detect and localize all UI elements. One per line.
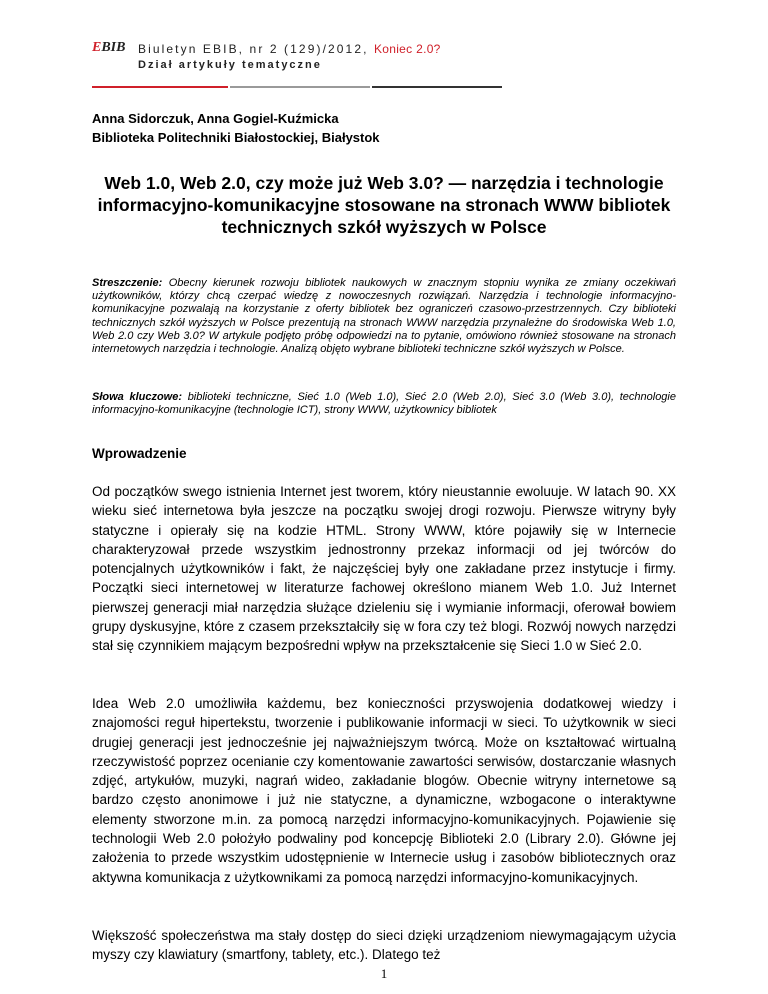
author-affiliation: Biblioteka Politechniki Białostockiej, Białystok <box>92 130 380 145</box>
section-heading: Wprowadzenie <box>92 446 187 461</box>
issue-title: Koniec 2.0? <box>373 42 441 56</box>
abstract <box>92 277 676 356</box>
journal-line <box>138 42 441 56</box>
paragraph: Idea Web 2.0 umożliwiła każdemu, bez konieczności przyswojenia dodatkowej wiedzy i znajomości reguł hipertekstu, tworzenie i publikowanie informacji w sieci. To użytkownik w sieci drugiej generacji jest jednocześnie jej najważniejszym twórcą. Może on kształtować wirtualną rzeczywistość poprzez ocenianie czy komentowanie zawartości serwisów, dostarczanie własnych zdjęć, artykułów, muzyki, nagrań wideo, zakładanie blogów. Obecnie witryny internetowe są bardzo często anonimowe i już nie statyczne, a dynamiczne, wzbogacone o interaktywne elementy stworzone m.in. za pomocą narzędzi informacyjno-komunikacyjnych. Pojawienie się technologii Web 2.0 położyło podwaliny pod koncepcję Biblioteki 2.0 (Library 2.0). Główne jej założenia to przede wszystkim udostępnienie w Internecie usług i zasobów bibliotecznych oraz aktywna komunikacja z użytkownikami za pomocą narzędzi informacyjno-komunikacyjnych. <box>92 696 676 885</box>
journal-name: Biuletyn EBIB, nr 2 (129)/2012, <box>138 42 369 56</box>
header-rule-gray <box>230 86 370 88</box>
page-number: 1 <box>380 966 388 981</box>
abstract-text: Obecny kierunek rozwoju bibliotek naukowych w znacznym stopniu wynika ze zmiany oczekiwań użytkowników, którzy chcą czerpać wiedzę z nowoczesnych rozwiązań. Narzędzia i technologie informacyjno-komunikacyjne pozwalają na korzystanie z oferty bibliotek bez ograniczeń czasowo-przestrzennych. Czy biblioteki technicznych szkół wyższych w Polsce prezentują na stronach WWW narzędzia przynależne do środowiska Web 1.0, Web 2.0 czy Web 3.0? W artykule podjęto próbę odpowiedzi na to pytanie, omówiono również stosowane na stronach internetowych narzędzia i technologie. Analizą objęto wybrane biblioteki techniczne szkół wyższych w Polsce. <box>92 277 676 356</box>
authors-block <box>92 109 692 147</box>
section-label: Dział artykuły tematyczne <box>138 59 322 71</box>
keywords <box>92 391 676 417</box>
keywords-label: Słowa kluczowe: <box>92 391 183 403</box>
paragraph: Większość społeczeństwa ma stały dostęp do sieci dzięki urządzeniom niewymagającym użycia myszy czy klawiatury (smartfony, tablety, etc.). Dlatego też <box>92 928 676 963</box>
ebib-logo <box>92 40 125 56</box>
paper-title: Web 1.0, Web 2.0, czy może już Web 3.0? — narzędzia i technologie informacyjno-komunikacyjne stosowane na stronach WWW bibliotek technicznych szkół wyższych w Polsce <box>97 173 671 237</box>
keywords-text: biblioteki techniczne, Sieć 1.0 (Web 1.0), Sieć 2.0 (Web 2.0), Sieć 3.0 (Web 3.0), technologie informacyjno-komunikacyjne (technologie ICT), strony WWW, użytkownicy bibliotek <box>92 391 676 417</box>
abstract-label: Streszczenie: <box>92 277 163 289</box>
header-rule-dark <box>372 86 502 88</box>
header-rule-red <box>92 86 228 88</box>
author-names: Anna Sidorczuk, Anna Gogiel-Kuźmicka <box>92 111 339 126</box>
paragraph: Od początków swego istnienia Internet jest tworem, który nieustannie ewoluuje. W latach 90. XX wieku sieć internetowa była jeszcze na początku swojej drogi rozwoju. Pierwsze witryny były statyczne i opierały się na kodzie HTML. Strony WWW, które pojawiły się w Internecie charakteryzował przede wszystkim jednostronny przekaz informacji od jej twórców do potencjalnych użytkowników i fakt, że najczęściej były one zakładane przez instytucje i firmy. Początki sieci internetowej w literaturze fachowej określono mianem Web 1.0. Już Internet pierwszej generacji miał narzędzia służące dzieleniu się i wymianie informacji, oferował bowiem grupy dyskusyjne, które z czasem przekształciły się w fora czy też blogi. Rozwój nowych narzędzi stał się czynnikiem mającym bezpośredni wpływ na przekształcenie się Sieci 1.0 w Sieć 2.0. <box>92 484 676 654</box>
logo-letters-bib: BIB <box>101 40 126 55</box>
logo-letter-e: E <box>92 40 102 55</box>
